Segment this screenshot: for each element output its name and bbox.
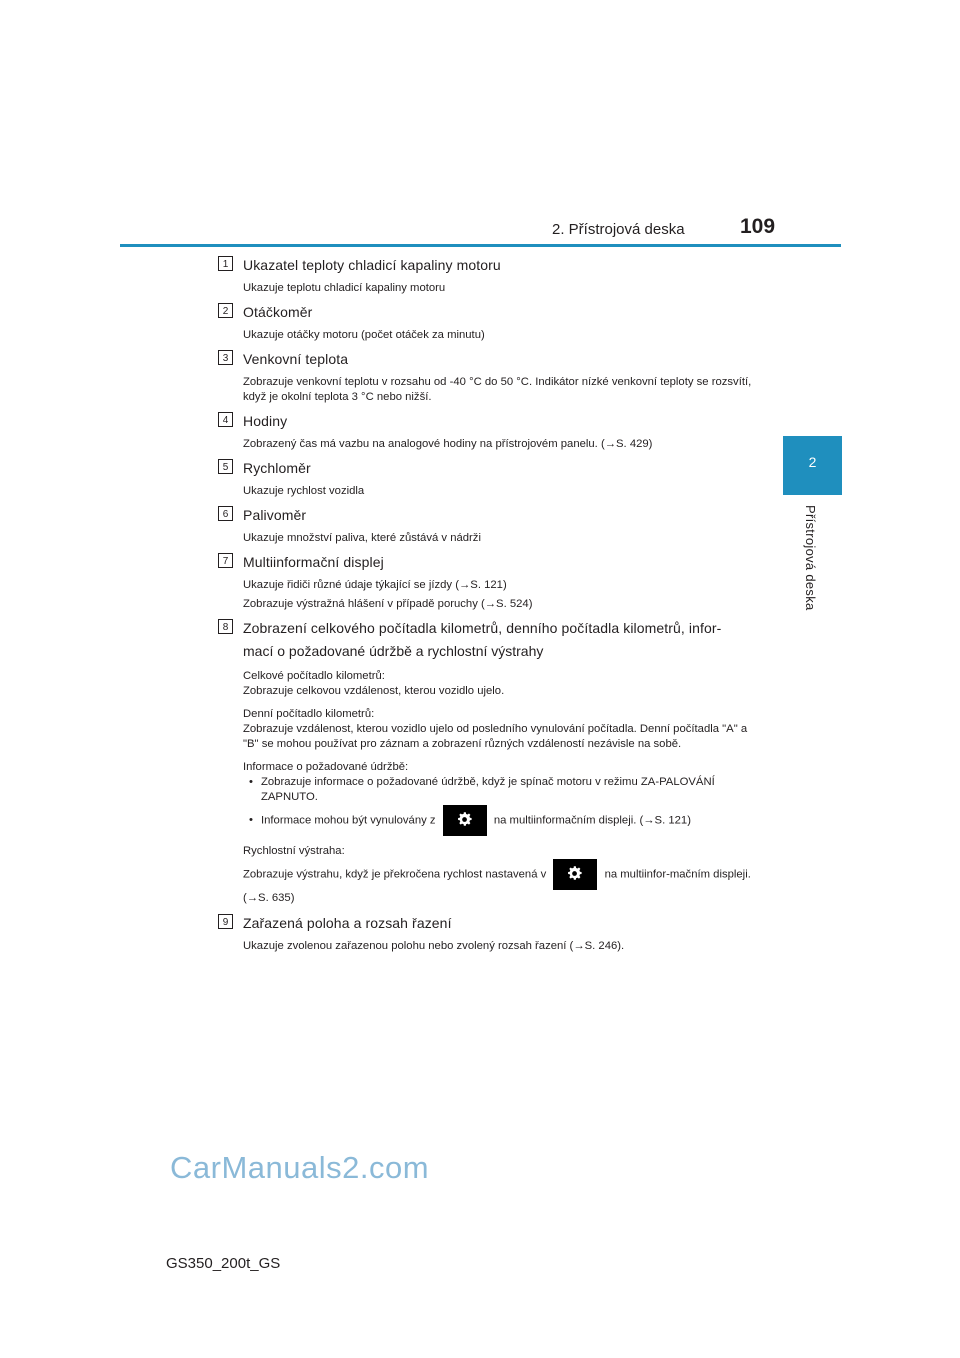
entry-6 bbox=[218, 505, 758, 546]
entry-5 bbox=[218, 458, 758, 499]
entry-desc: Ukazuje zvolenou zařazenou polohu nebo zvolený rozsah řazení (→S. 246). bbox=[243, 940, 625, 953]
entry-title: Otáčkoměr bbox=[243, 304, 313, 320]
speed-alert-text bbox=[243, 859, 758, 907]
entry-desc: Zobrazuje venkovní teplotu v rozsahu od -40 °C do 50 °C. Indikátor nízké venkovní teploty se rozsvítí, když je okolní teplota 3 °C nebo nižší. bbox=[243, 376, 752, 403]
watermark: CarManuals2.com bbox=[170, 1150, 430, 1185]
maintenance-bullet: • Zobrazuje informace o požadované údržbě, když je spínač motoru v režimu ZA-PALOVÁNÍ ZAPNUTO. bbox=[243, 775, 758, 805]
section-title: 2. Přístrojová deska bbox=[552, 221, 685, 238]
footer-model-code: GS350_200t_GS bbox=[166, 1255, 281, 1272]
entry-desc: Zobrazený čas má vazbu na analogové hodiny na přístrojovém panelu. (→S. 429) bbox=[243, 438, 653, 450]
entry-desc: Ukazuje řidiči různé údaje týkající se jízdy (→S. 121) bbox=[243, 579, 507, 591]
content bbox=[218, 255, 758, 960]
entry-title: Venkovní teplota bbox=[243, 351, 349, 367]
entry-number: 3 bbox=[218, 350, 233, 365]
entry-title: Rychloměr bbox=[243, 460, 311, 476]
entry-number: 6 bbox=[218, 506, 233, 521]
entry-1 bbox=[218, 255, 758, 296]
entry-desc: Ukazuje otáčky motoru (počet otáček za minutu) bbox=[243, 329, 485, 341]
odometer-heading: Celkové počítadlo kilometrů: bbox=[243, 670, 385, 682]
entry-title: Multiinformační displej bbox=[243, 554, 384, 570]
chapter-tab bbox=[783, 436, 842, 495]
maintenance-heading: Informace o požadované údržbě: bbox=[243, 761, 409, 773]
speed-alert-text-after: na multiinfor-mačním displeji. (→S. 635) bbox=[243, 868, 751, 905]
entry-8 bbox=[218, 618, 758, 907]
entry-7 bbox=[218, 552, 758, 612]
entry-title: Hodiny bbox=[243, 413, 288, 429]
trip-meter-heading: Denní počítadlo kilometrů: bbox=[243, 708, 375, 720]
entry-number: 2 bbox=[218, 303, 233, 318]
entry-title: Ukazatel teploty chladicí kapaliny motoru bbox=[243, 257, 501, 273]
entry-2 bbox=[218, 302, 758, 343]
entry-number: 5 bbox=[218, 459, 233, 474]
entry-number: 1 bbox=[218, 256, 233, 271]
gear-icon bbox=[443, 805, 487, 836]
entry-desc: Ukazuje rychlost vozidla bbox=[243, 485, 365, 497]
entry-desc: Ukazuje teplotu chladicí kapaliny motoru bbox=[243, 282, 446, 294]
entry-number: 8 bbox=[218, 619, 233, 634]
maintenance-bullet-text: na multiinformačním displeji. (→S. 121) bbox=[493, 814, 691, 827]
entry-number: 4 bbox=[218, 412, 233, 427]
page-number: 109 bbox=[740, 215, 776, 238]
entry-number: 9 bbox=[218, 914, 233, 929]
entry-4 bbox=[218, 411, 758, 452]
trip-meter-text: Zobrazuje vzdálenost, kterou vozidlo ujelo od posledního vynulování počítadla. Denní počítadla "A" a "B" se mohou používat pro záznam a zobrazení různých vzdáleností nezávisle na sobě. bbox=[243, 723, 748, 750]
entry-title-continued: mací o požadované údržbě a rychlostní výstrahy bbox=[243, 643, 544, 659]
entry-title: Zařazená poloha a rozsah řazení bbox=[243, 915, 452, 932]
odometer-text: Zobrazuje celkovou vzdálenost, kterou vozidlo ujelo. bbox=[243, 685, 505, 697]
speed-alert-heading: Rychlostní výstraha: bbox=[243, 845, 345, 858]
chapter-side-label: Přístrojová deska bbox=[803, 505, 818, 611]
maintenance-bullet-text: Informace mohou být vynulovány z bbox=[261, 814, 436, 827]
header-rule bbox=[120, 244, 841, 247]
entry-title: Zobrazení celkového počítadla kilometrů, denního počítadla kilometrů, infor- bbox=[243, 620, 722, 636]
gear-icon bbox=[553, 859, 597, 890]
entry-desc: Zobrazuje výstražná hlášení v případě poruchy (→S. 524) bbox=[243, 598, 533, 610]
entry-title: Palivoměr bbox=[243, 507, 307, 523]
maintenance-bullet bbox=[243, 805, 758, 836]
speed-alert-text-before: Zobrazuje výstrahu, když je překročena rychlost nastavená v bbox=[243, 868, 547, 881]
chapter-tab-number: 2 bbox=[808, 454, 817, 470]
entry-desc: Ukazuje množství paliva, které zůstává v nádrži bbox=[243, 532, 481, 544]
entry-9 bbox=[218, 913, 758, 954]
entry-3 bbox=[218, 349, 758, 405]
entry-number: 7 bbox=[218, 553, 233, 568]
